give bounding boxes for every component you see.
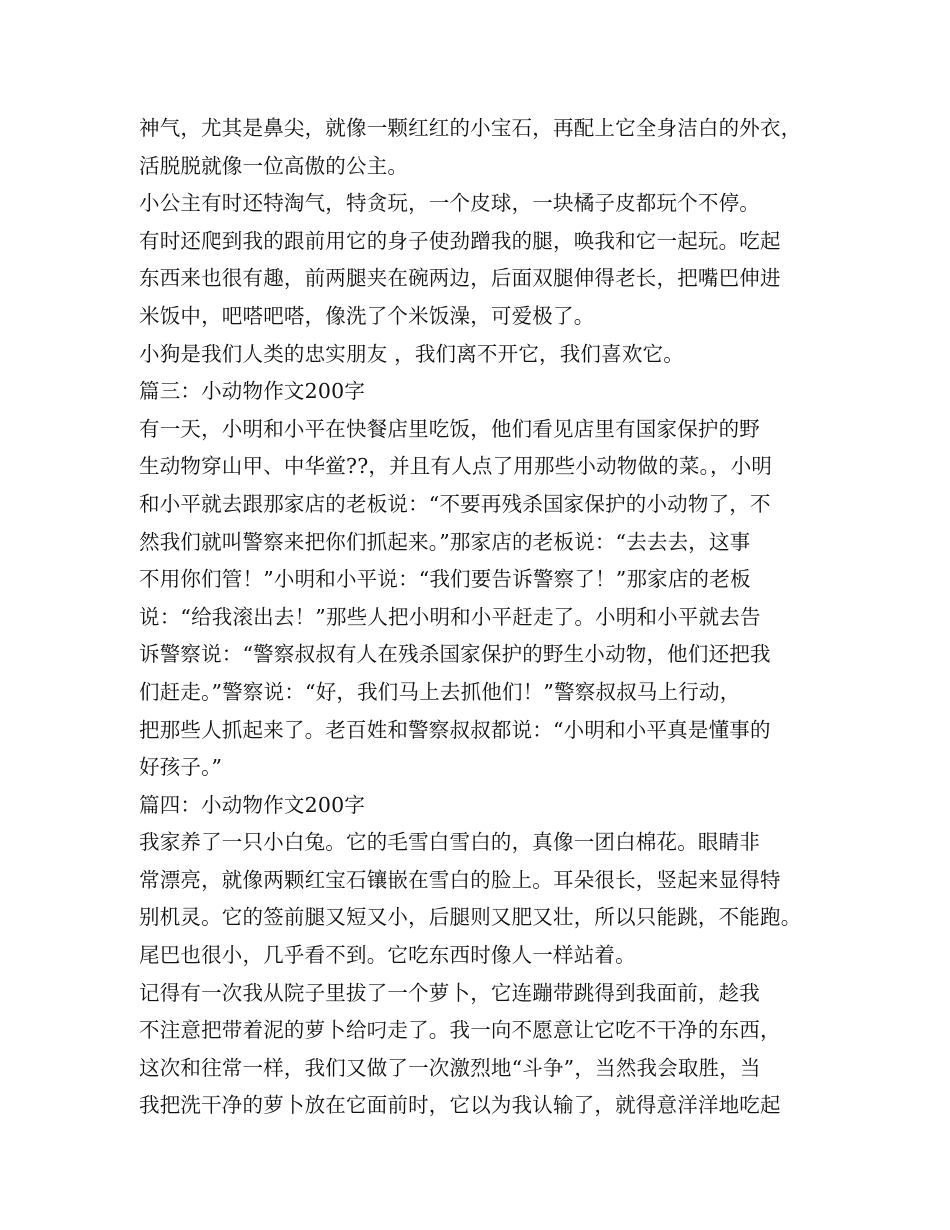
- text-line: 说：“给我滚出去！”那些人把小明和小平赶走了。小明和小平就去告: [139, 604, 761, 629]
- text-line: 小公主有时还特淘气，特贪玩，一个皮球，一块橘子皮都玩个不停。: [139, 191, 760, 216]
- text-line: 和小平就去跟那家店的老板说：“不要再残杀国家保护的小动物了，不: [139, 491, 771, 516]
- document-body: [139, 110, 829, 1125]
- text-line: 生动物穿山甲、中华鲎??，并且有人点了用那些小动物做的菜。，小明: [139, 454, 773, 479]
- text-line: 常漂亮，就像两颗红宝石镶嵌在雪白的脸上。耳朵很长，竖起来显得特: [139, 867, 781, 892]
- text-line: 诉警察说：“警察叔叔有人在残杀国家保护的野生小动物，他们还把我: [139, 642, 771, 667]
- text-line: 我家养了一只小白兔。它的毛雪白雪白的，真像一团白棉花。眼睛非: [139, 830, 760, 855]
- text-line: 米饭中，吧嗒吧嗒，像洗了个米饭澡，可爱极了。: [139, 303, 595, 328]
- text-line: 好孩子。”: [139, 755, 223, 780]
- text-line: 活脱脱就像一位高傲的公主。: [139, 153, 409, 178]
- text-line: 我把洗干净的萝卜放在它面前时，它以为我认输了，就得意洋洋地吃起: [139, 1093, 781, 1118]
- section-heading: 篇四：小动物作文200字: [139, 792, 366, 817]
- text-line: 有一天，小明和小平在快餐店里吃饭，他们看见店里有国家保护的野: [139, 416, 760, 441]
- text-line: 神气，尤其是鼻尖，就像一颗红红的小宝石，再配上它全身洁白的外衣，: [139, 116, 802, 140]
- text-line: 们赶走。”警察说：“好，我们马上去抓他们！”警察叔叔马上行动，: [139, 679, 741, 704]
- text-line: 尾巴也很小，几乎看不到。它吃东西时像人一样站着。: [139, 943, 636, 968]
- text-line: 别机灵。它的签前腿又短又小，后腿则又肥又壮，所以只能跳，不能跑。: [139, 905, 802, 930]
- text-line: 不注意把带着泥的萝卜给叼走了。我一向不愿意让它吃不干净的东西，: [139, 1018, 781, 1043]
- text-line: 这次和往常一样，我们又做了一次激烈地“斗争”，当然我会取胜，当: [139, 1055, 761, 1080]
- text-line: 把那些人抓起来了。老百姓和警察叔叔都说：“小明和小平真是懂事的: [139, 717, 771, 742]
- text-line: 东西来也很有趣，前两腿夹在碗两边，后面双腿伸得老长，把嘴巴伸进: [139, 266, 781, 291]
- section-heading: 篇三：小动物作文200字: [139, 379, 366, 404]
- text-line: 不用你们管！”小明和小平说：“我们要告诉警察了！”那家店的老板: [139, 567, 751, 592]
- text-line: 小狗是我们人类的忠实朋友 ，我们离不开它，我们喜欢它。: [139, 341, 684, 366]
- text-line: 然我们就叫警察来把你们抓起来。”那家店的老板说：“去去去，这事: [139, 529, 751, 554]
- text-line: 有时还爬到我的跟前用它的身子使劲蹭我的腿，唤我和它一起玩。吃起: [139, 228, 781, 253]
- text-line: 记得有一次我从院子里拔了一个萝卜，它连蹦带跳得到我面前，趁我: [139, 980, 760, 1005]
